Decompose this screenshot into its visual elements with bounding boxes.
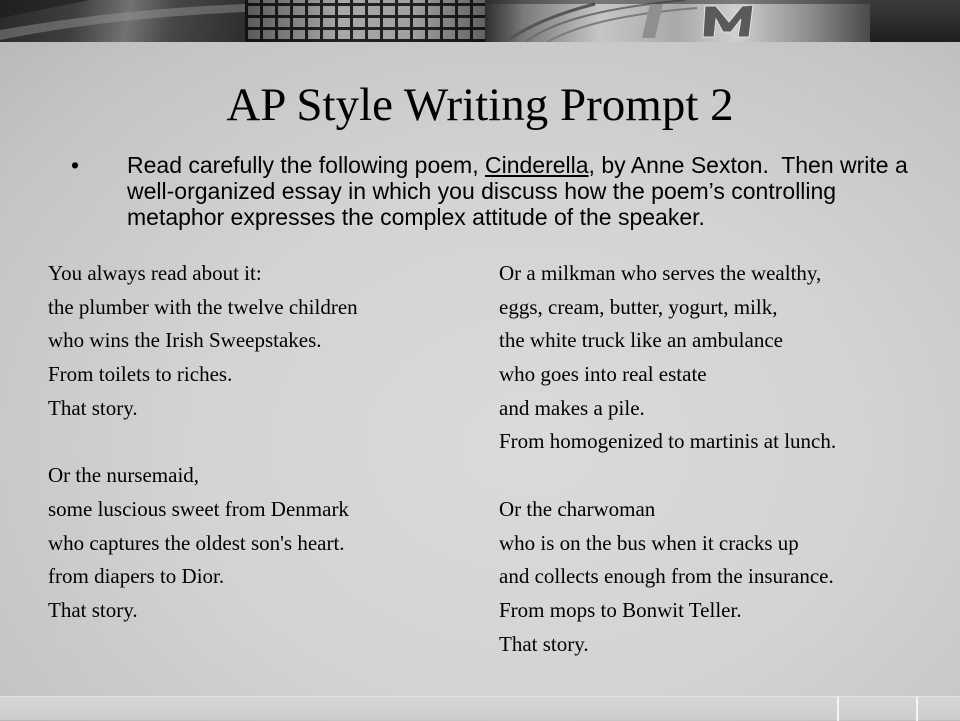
footer-divider [837, 697, 839, 721]
header-photo-banner [0, 0, 960, 42]
poem-line: the plumber with the twelve children [48, 294, 358, 319]
prompt-line-3 [127, 204, 705, 230]
banner-car-body-image [0, 0, 245, 42]
poem-line: some luscious sweet from Denmark [48, 496, 349, 521]
poem-line: That story. [499, 631, 589, 656]
car-body-shadow [0, 0, 90, 18]
banner-tire-image [485, 0, 870, 42]
poem-line: That story. [48, 395, 138, 420]
prompt-text: well-organized essay in which you discuss how the poem’s controlling [127, 178, 837, 204]
poem-line: from diapers to Dior. [48, 564, 225, 589]
tire-emboss-fragment [642, 4, 663, 38]
poem-line: and collects enough from the insurance. [499, 564, 834, 589]
poem-stanza [499, 257, 836, 459]
poem-line: That story. [48, 597, 138, 622]
poem-left-column [48, 257, 358, 628]
poem-line: Or the charwoman [499, 496, 656, 521]
prompt-line-2 [127, 178, 836, 204]
tire-emboss-letter-shape [703, 5, 753, 37]
poem-line: who wins the Irish Sweepstakes. [48, 328, 322, 353]
prompt-text: Read carefully the following poem, [127, 152, 485, 178]
banner-grille-image [245, 0, 485, 42]
poem-line: Or the nursemaid, [48, 463, 200, 488]
prompt-text: , by Anne Sexton. Then write a [588, 152, 908, 178]
poem-right-column [499, 257, 836, 661]
slide-footer-bar [0, 696, 960, 720]
poem-title-reference: Cinderella [484, 152, 589, 178]
poem-line: Or a milkman who serves the wealthy, [499, 261, 822, 285]
poem-line: From homogenized to martinis at lunch. [499, 429, 837, 454]
tire-tread-curve [547, 8, 697, 42]
poem-line: who goes into real estate [499, 362, 707, 387]
poem-line: the white truck like an ambulance [499, 328, 783, 353]
poem-stanza [48, 257, 358, 425]
poem-line: eggs, cream, butter, yogurt, milk, [499, 294, 778, 319]
poem-stanza [48, 459, 358, 627]
tire-rim-shadow [485, 0, 870, 4]
banner-grille-shade [245, 0, 485, 42]
poem-line: and makes a pile. [499, 395, 645, 420]
poem-line: who is on the bus when it cracks up [499, 530, 799, 555]
slide-title: AP Style Writing Prompt 2 [226, 79, 734, 131]
tire-tread-curve [505, 4, 595, 42]
poem-line: who captures the oldest son's heart. [48, 530, 345, 555]
poem-line: You always read about it: [48, 261, 262, 285]
tire-sidewall-graphic [485, 0, 870, 42]
car-body-highlight-graphic [0, 0, 245, 42]
footer-divider [916, 697, 918, 721]
poem-stanza [499, 493, 836, 661]
prompt-text: metaphor expresses the complex attitude of the speaker. [127, 204, 705, 230]
banner-dark-edge [870, 0, 960, 42]
poem-line: From mops to Bonwit Teller. [499, 597, 742, 622]
bullet-symbol: • [71, 152, 80, 178]
prompt-line-1 [127, 152, 908, 178]
poem-line: From toilets to riches. [48, 362, 233, 387]
